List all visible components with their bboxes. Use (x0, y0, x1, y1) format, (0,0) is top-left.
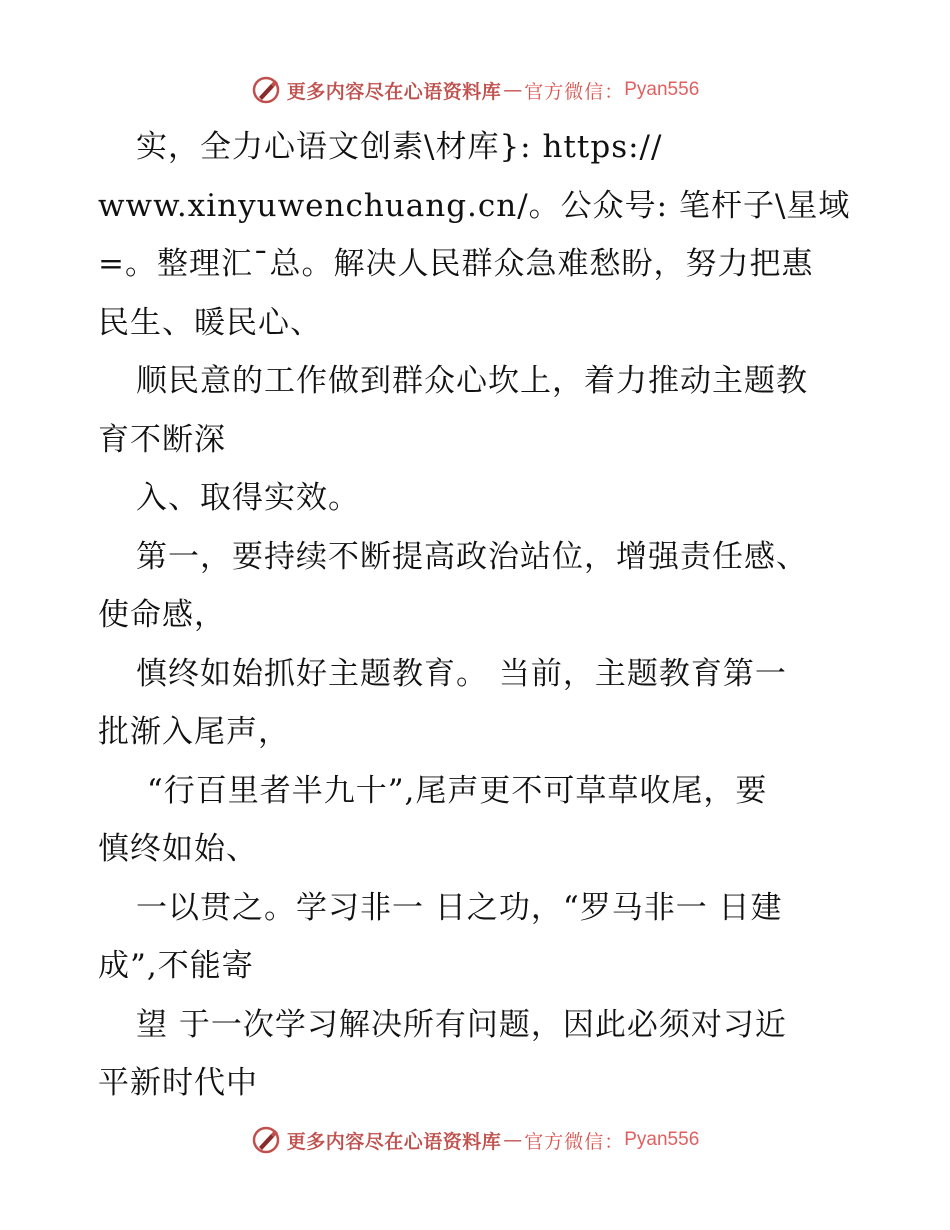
text-line: www.xinyuwenchuang.cn/。公众号: 笔杆子\星域 (98, 187, 851, 224)
text-line: 平新时代中 (98, 1065, 258, 1101)
text-line: 顺民意的工作做到群众心坎上，着力推动主题教 (136, 363, 808, 399)
banner-wechat-id: Pyan556 (624, 1129, 700, 1150)
banner-wechat-label: 官方微信： (524, 80, 625, 103)
footer-banner (0, 1120, 950, 1160)
banner-wechat-label: 官方微信： (524, 1130, 625, 1153)
banner-wechat-id: Pyan556 (624, 79, 700, 100)
banner-main-text: 更多内容尽在心语资料库 (286, 1130, 502, 1153)
banner-main-text: 更多内容尽在心语资料库 (286, 80, 502, 103)
text-line: 入、取得实效。 (136, 480, 360, 516)
pen-logo-icon (251, 75, 281, 105)
text-line: 成”,不能寄 (98, 948, 254, 984)
banner-dash: — (503, 1129, 523, 1151)
text-line: 民生、暖民心、 (98, 304, 322, 341)
text-line: 望 于一次学习解决所有问题，因此必须对习近 (136, 1006, 787, 1043)
document-body (98, 118, 868, 1113)
text-line: “行百里者半九十”,尾声更不可草草收尾，要 (136, 772, 768, 809)
header-banner (0, 70, 950, 110)
text-line: =。整理汇¯总。解决人民群众急难愁盼，努力把惠 (98, 246, 814, 282)
text-line: 育不断深 (98, 421, 226, 458)
banner-dash: — (503, 79, 523, 101)
text-line: 一以贯之。学习非一 日之功，“罗马非一 日建 (136, 889, 783, 926)
text-line: 批渐入尾声， (98, 714, 290, 750)
text-line: 慎终如始抓好主题教育。 当前，主题教育第一 (136, 655, 787, 692)
text-line: 实，全力心语文创素\材库}: https:// (136, 129, 663, 165)
text-line: 第一，要持续不断提高政治站位，增强责任感、 (136, 538, 808, 575)
text-line: 使命感， (98, 597, 226, 633)
text-line: 慎终如始、 (98, 831, 258, 867)
pen-logo-icon (251, 1125, 281, 1155)
